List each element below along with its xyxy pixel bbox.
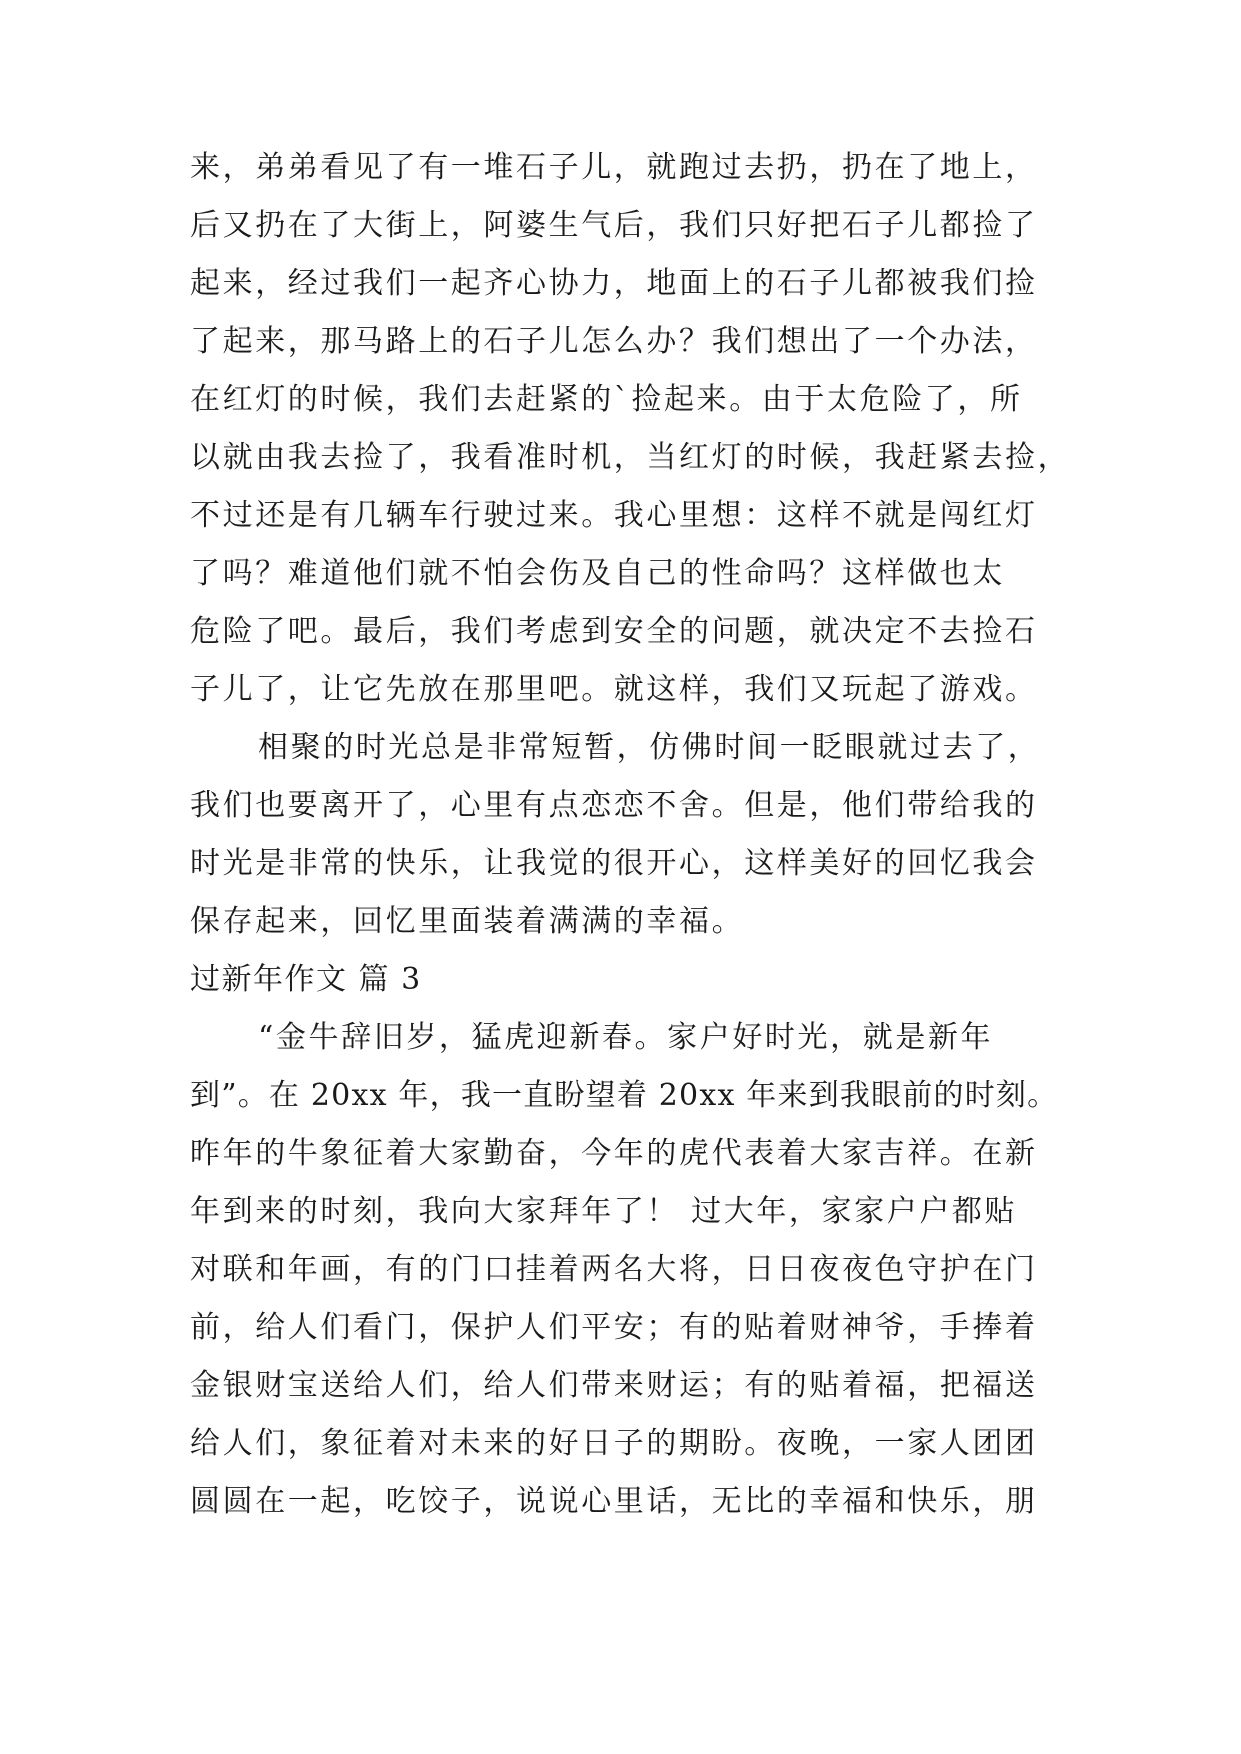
- text-line: 后又扔在了大街上，阿婆生气后，我们只好把石子儿都捡了: [190, 208, 1038, 243]
- text-line: 时光是非常的快乐，让我觉的很开心，这样美好的回忆我会: [190, 846, 1038, 881]
- paragraph-start-line: “金牛辞旧岁，猛虎迎新春。家户好时光，就是新年: [258, 1020, 994, 1055]
- text-line: 给人们，象征着对未来的好日子的期盼。夜晚，一家人团团: [190, 1426, 1038, 1461]
- text-line: 圆圆在一起，吃饺子，说说心里话，无比的幸福和快乐，朋: [190, 1484, 1038, 1519]
- text-line: 前，给人们看门，保护人们平安；有的贴着财神爷，手捧着: [190, 1310, 1038, 1345]
- text-line: 在红灯的时候，我们去赶紧的`捡起来。由于太危险了，所: [190, 382, 1023, 417]
- text-line: 年到来的时刻，我向大家拜年了！ 过大年，家家户户都贴: [190, 1194, 1018, 1229]
- text-line: 对联和年画，有的门口挂着两名大将，日日夜夜色守护在门: [190, 1252, 1038, 1287]
- text-line: 来，弟弟看见了有一堆石子儿，就跑过去扔，扔在了地上，: [190, 150, 1038, 185]
- text-line: 了吗？难道他们就不怕会伤及自己的性命吗？这样做也太: [190, 556, 1005, 591]
- text-line: 以就由我去捡了，我看准时机，当红灯的时候，我赶紧去捡，: [190, 440, 1071, 475]
- text-line: 子儿了，让它先放在那里吧。就这样，我们又玩起了游戏。: [190, 672, 1038, 707]
- text-line: 了起来，那马路上的石子儿怎么办？我们想出了一个办法，: [190, 324, 1038, 359]
- text-line: 不过还是有几辆车行驶过来。我心里想：这样不就是闯红灯: [190, 498, 1038, 533]
- text-line: 危险了吧。最后，我们考虑到安全的问题，就决定不去捡石: [190, 614, 1038, 649]
- text-line: 我们也要离开了，心里有点恋恋不舍。但是，他们带给我的: [190, 788, 1038, 823]
- text-line: 保存起来，回忆里面装着满满的幸福。: [190, 904, 745, 939]
- text-line: 昨年的牛象征着大家勤奋，今年的虎代表着大家吉祥。在新: [190, 1136, 1038, 1171]
- text-line: 金银财宝送给人们，给人们带来财运；有的贴着福，把福送: [190, 1368, 1038, 1403]
- text-line: 到”。在 20xx 年，我一直盼望着 20xx 年来到我眼前的时刻。: [190, 1078, 1059, 1113]
- section-heading: 过新年作文 篇 3: [190, 962, 422, 997]
- paragraph-start-line: 相聚的时光总是非常短暂，仿佛时间一眨眼就过去了，: [258, 730, 1041, 765]
- text-line: 起来，经过我们一起齐心协力，地面上的石子儿都被我们捡: [190, 266, 1038, 301]
